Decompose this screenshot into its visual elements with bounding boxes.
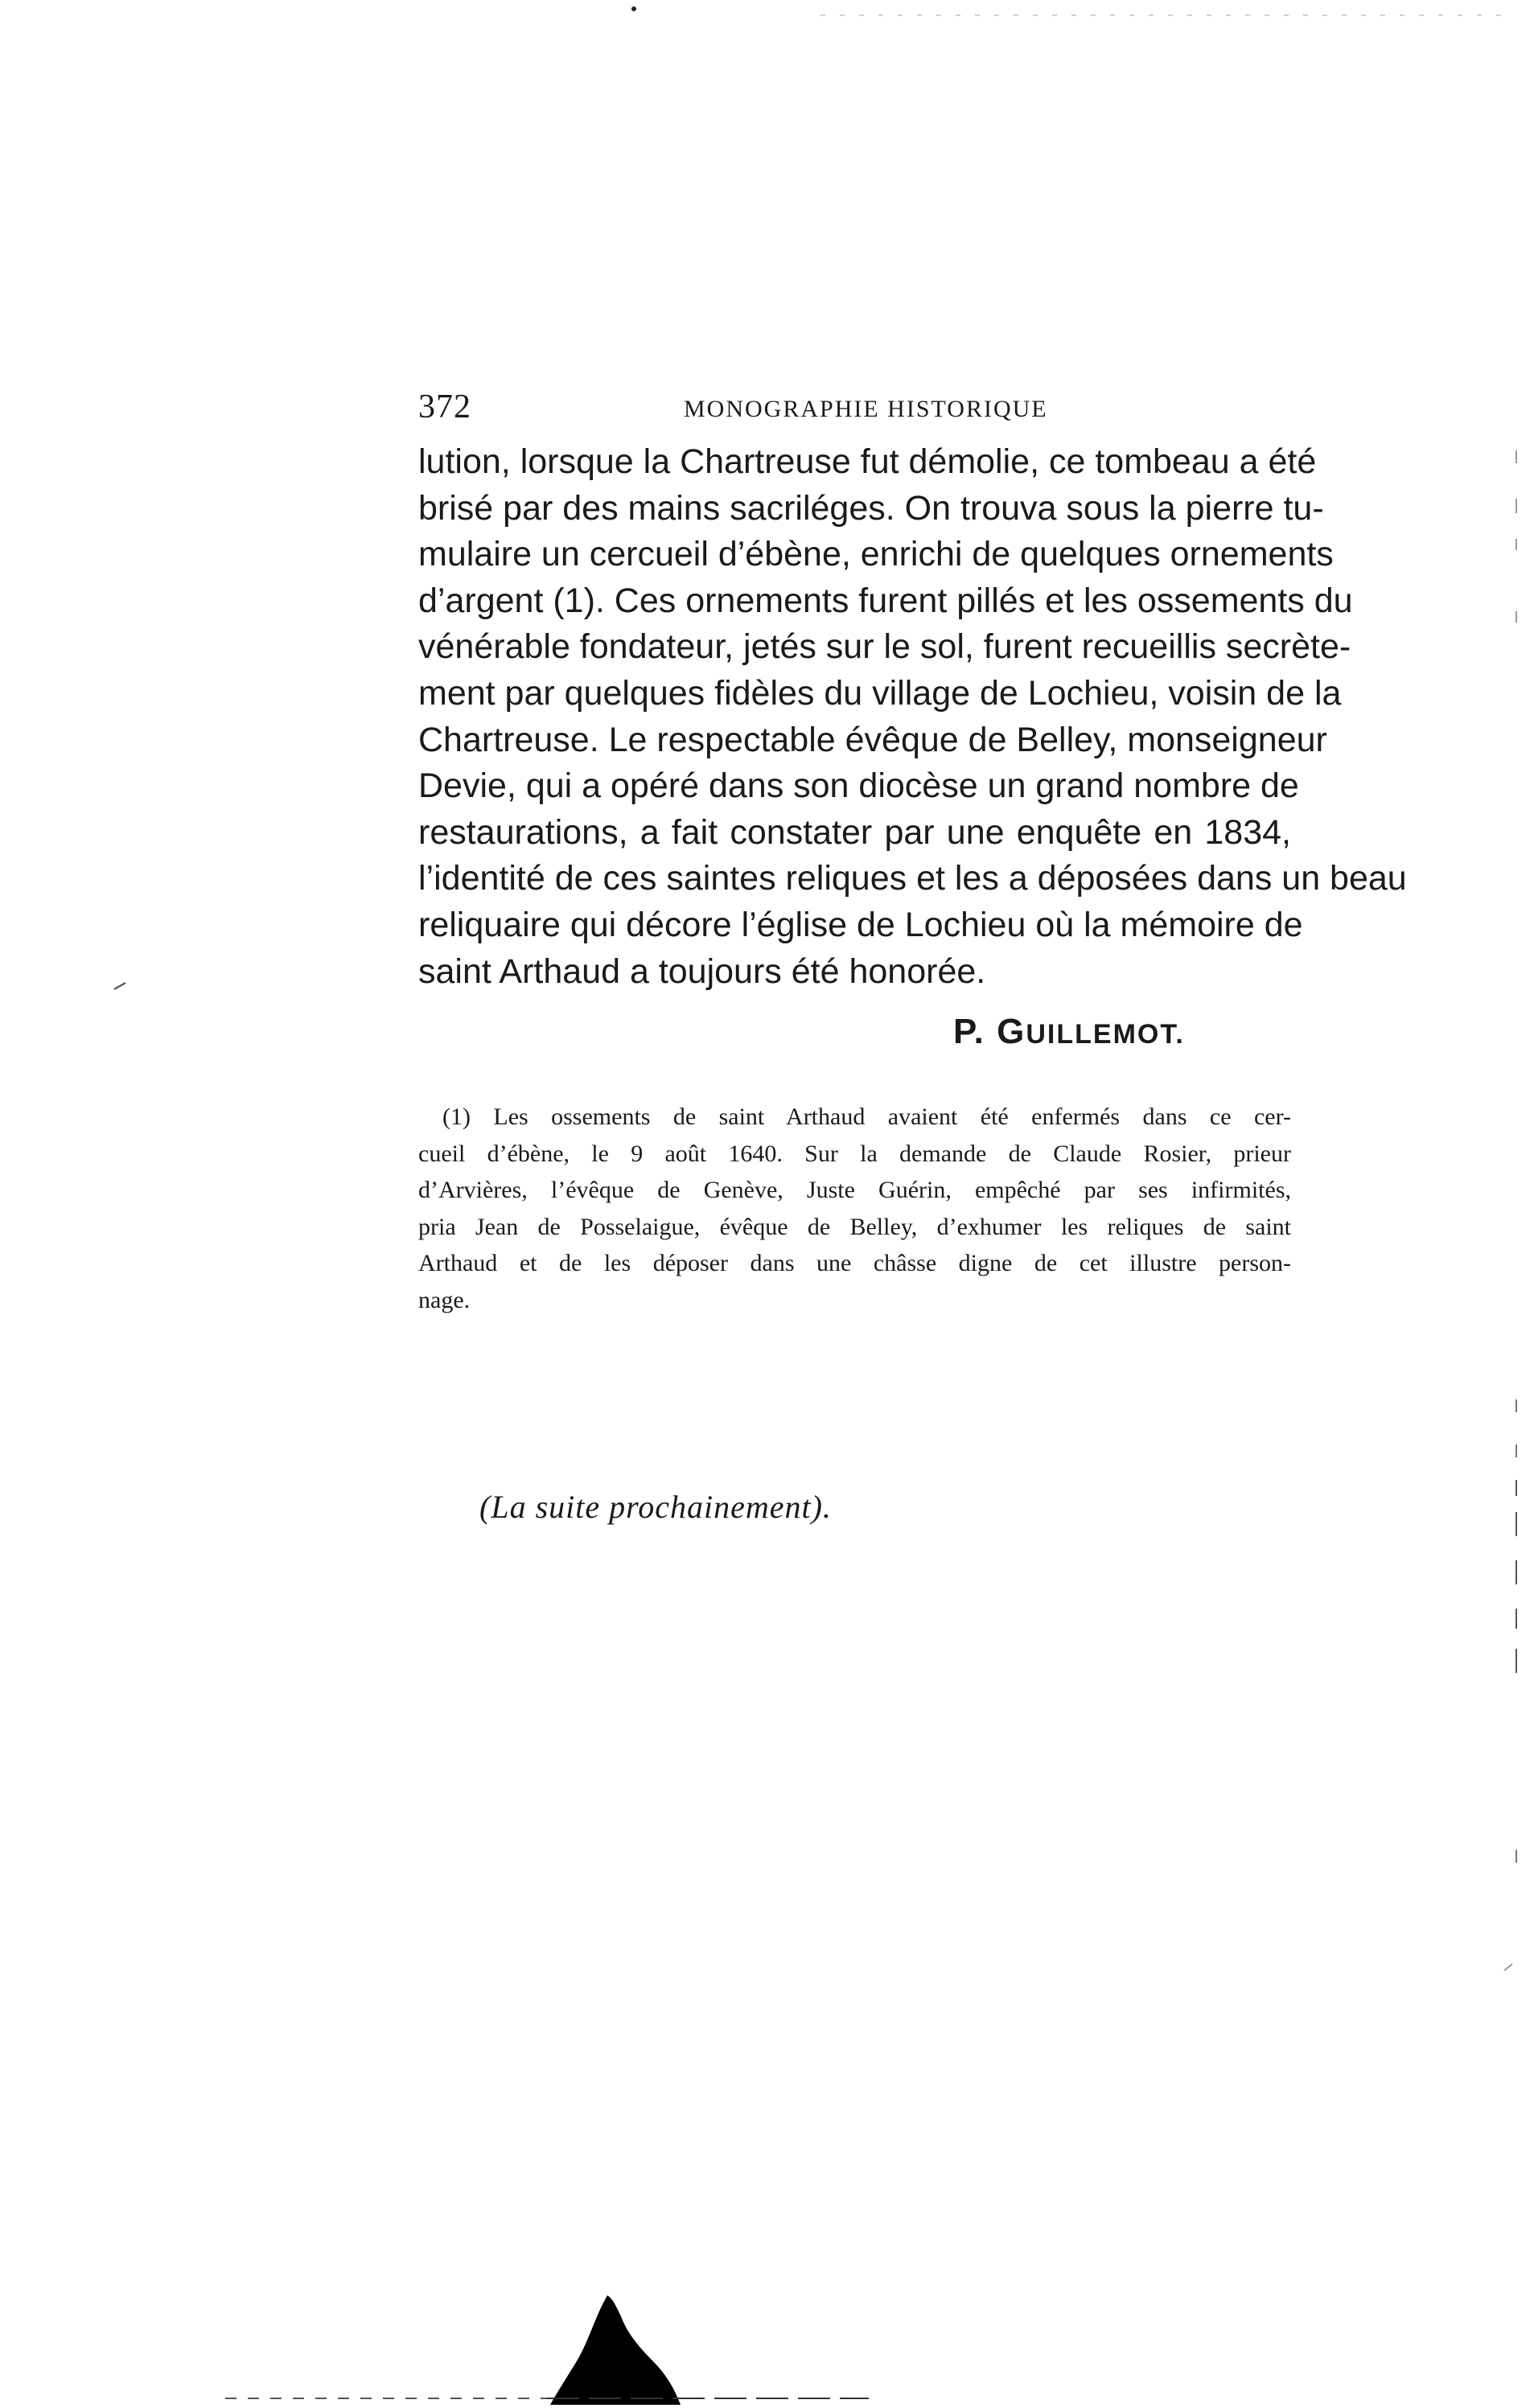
body-line: vénérable fondateur, jetés sur le sol, furent recueillis secrète- — [418, 627, 1351, 667]
footnote-line: nage. — [418, 1286, 471, 1313]
body-line: l’identité de ces saintes reliques et les a déposées dans un beau — [418, 859, 1407, 898]
body-line: d’argent (1). Ces ornements furent pillés et les ossements du — [418, 581, 1353, 620]
body-line: mulaire un cercueil d’ébène, enrichi de quelques ornements — [418, 535, 1334, 574]
body-line: brisé par des mains sacriléges. On trouva sous la pierre tu- — [418, 488, 1324, 528]
scan-tick-left — [113, 981, 129, 991]
footnote-line: pria Jean de Posselaigue, évêque de Belley, d’exhumer les reliques de saint — [418, 1213, 1291, 1240]
footnote-line: (1) Les ossements de saint Arthaud avaient été enfermés dans ce cer- — [442, 1103, 1291, 1130]
scan-dashed-line-bottom — [225, 2395, 869, 2402]
page-header — [418, 388, 1303, 428]
body-line: saint Arthaud a toujours été honorée. — [418, 951, 986, 991]
ink-blot — [547, 2292, 684, 2408]
scan-edge-marks-right — [1512, 450, 1520, 1898]
body-line: reliquaire qui décore l’église de Lochieu où la mémoire de — [418, 905, 1303, 944]
body-paragraph — [418, 439, 1407, 995]
continuation-note: (La suite prochainement). — [479, 1489, 832, 1525]
body-line: Devie, qui a opéré dans son diocèse un grand nombre de — [418, 766, 1299, 806]
signature-rest: UILLEMOT. — [1026, 1019, 1185, 1050]
body-line: ment par quelques fidèles du village de Lochieu, voisin de la — [418, 673, 1342, 713]
running-title: MONOGRAPHIE HISTORIQUE — [684, 396, 1048, 422]
footnote — [418, 1099, 1291, 1318]
scan-tick-right-bottom — [1503, 1962, 1514, 1972]
signature-initial: P. G — [953, 1012, 1026, 1051]
body-line: Chartreuse. Le respectable évêque de Belley, monseigneur — [418, 720, 1327, 759]
footnote-line: cueil d’ébène, le 9 août 1640. Sur la demande de Claude Rosier, prieur — [418, 1140, 1291, 1167]
footnote-line: d’Arvières, l’évêque de Genève, Juste Guérin, empêché par ses infirmités, — [418, 1177, 1291, 1203]
body-line: restaurations, a fait constater par une enquête en 1834, — [418, 812, 1291, 852]
scan-dashed-line-top — [820, 13, 1512, 18]
page-number: 372 — [418, 388, 471, 425]
author-signature — [953, 1012, 1185, 1052]
scan-dot-top — [631, 6, 636, 11]
footnote-line: Arthaud et de les déposer dans une châsse digne de cet illustre person- — [418, 1250, 1291, 1276]
body-line: lution, lorsque la Chartreuse fut démolie, ce tombeau a été — [418, 442, 1317, 481]
